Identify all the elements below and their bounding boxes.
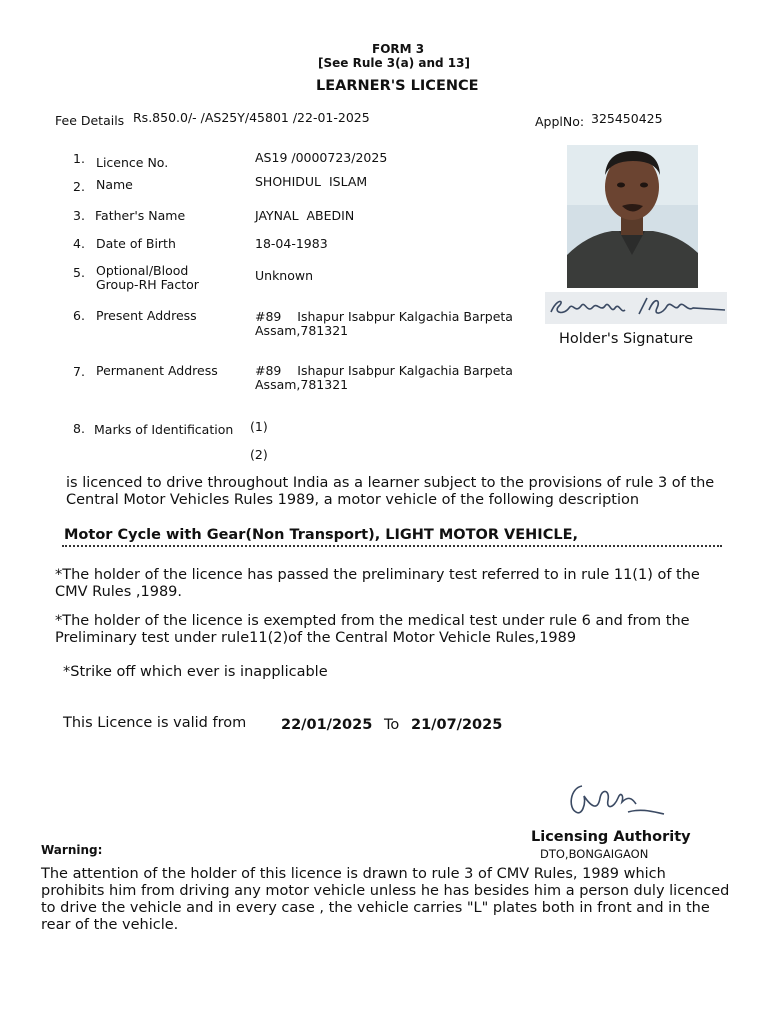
permanent-address-line2: Assam,781321 [255,377,349,392]
blood-group-label-line2: Group-RH Factor [96,277,199,292]
valid-to-date: 21/07/2025 [411,717,503,733]
licence-no-value: AS19 /0000723/2025 [255,150,388,165]
marks-of-identification-label: Marks of Identification [94,422,234,437]
strike-off-note: *Strike off which ever is inapplicable [63,664,328,680]
vehicle-class: Motor Cycle with Gear(Non Transport), LIGHT MOTOR VEHICLE, [64,527,578,543]
blood-group-label: Optional/Blood [96,263,189,278]
form-number: FORM 3 [372,42,425,56]
validity-to-label: To [384,717,400,733]
fee-details-value: Rs.850.0/- /AS25Y/45801 /22-01-2025 [133,110,370,125]
fathers-name-value: JAYNAL ABEDIN [255,208,355,223]
holder-signature-image [545,292,727,324]
date-of-birth-label: Date of Birth [96,236,176,251]
identification-mark-1: (1) [250,419,268,434]
identification-mark-2: (2) [250,447,268,462]
licence-no-label: Licence No. [96,155,169,170]
licence-grant-text: is licenced to drive throughout India as a learner subject to the provisions of rule 3 of the Central Motor Vehicles Rules 1989, a motor vehicle of the following description [66,475,715,508]
name-label: Name [96,177,133,192]
field-number: 3. [73,208,85,223]
field-number: 1. [73,151,85,166]
present-address-line2: Assam,781321 [255,323,349,338]
permanent-address-line1: #89 Ishapur Isabpur Kalgachia Barpeta [255,363,513,378]
authority-signature-image [562,778,672,826]
field-number: 5. [73,265,85,280]
permanent-address-label: Permanent Address [96,363,218,378]
blood-group-value: Unknown [255,268,314,283]
valid-from-date: 22/01/2025 [281,717,373,733]
field-number: 7. [73,364,85,379]
holder-signature-label: Holder's Signature [559,331,693,347]
field-number: 6. [73,308,85,323]
field-number: 4. [73,236,85,251]
name-value: SHOHIDUL ISLAM [255,174,368,189]
dotted-divider [62,545,722,547]
licensing-authority-title: Licensing Authority [531,829,691,845]
field-number: 2. [73,179,85,194]
present-address-label: Present Address [96,308,197,323]
form-rule-reference: [See Rule 3(a) and 13] [318,56,470,70]
licensing-authority-office: DTO,BONGAIGAON [540,847,649,861]
application-number-label: ApplNo: [535,114,585,129]
fee-details-label: Fee Details [55,113,125,128]
validity-label: This Licence is valid from [63,715,247,731]
medical-test-exemption-text: *The holder of the licence is exempted from the medical test under rule 6 and from the Preliminary test under rule11(2)of the Central Motor Vehicle Rules,1989 [55,613,690,646]
warning-text: The attention of the holder of this licence is drawn to rule 3 of CMV Rules, 1989 which prohibits him from driving any motor vehicle unless he has besides him a person duly licenced to drive the vehicle and in every case , the vehicle carries "L" plates both in front and in the rear of the vehicle. [41,866,730,933]
document-title: LEARNER'S LICENCE [316,78,479,94]
preliminary-test-passed-text: *The holder of the licence has passed the preliminary test referred to in rule 11(1) of the CMV Rules ,1989. [55,567,700,600]
field-number: 8. [73,421,85,436]
holder-photo [567,145,698,288]
fathers-name-label: Father's Name [95,208,186,223]
date-of-birth-value: 18-04-1983 [255,236,328,251]
present-address-line1: #89 Ishapur Isabpur Kalgachia Barpeta [255,309,513,324]
application-number-value: 325450425 [591,111,663,126]
warning-label: Warning: [41,843,103,857]
